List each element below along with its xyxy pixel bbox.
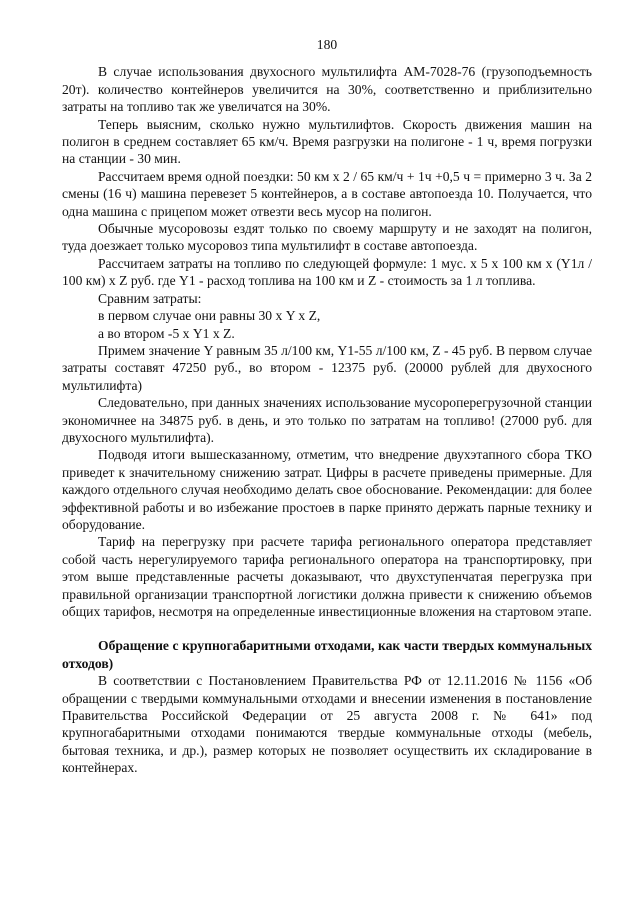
- paragraph-tariff: Тариф на перегрузку при расчете тарифа регионального оператора представляет собой часть нерегулируемого тарифа регионального оператора на транспортировку, при этом выше представленные расчеты доказывают, что двухступенчатая перегрузка при правильной организации транспортной логистики должна привести к снижению объемов общих тарифов, несмотря на определенные инвестиционные вложения на стартовом этапе.: [62, 534, 592, 619]
- compare-line-second: а во втором -5 х Y1 х Z.: [98, 325, 235, 341]
- paragraph-conclusion: Подводя итоги вышесказанному, отметим, что внедрение двухэтапного сбора ТКО приведет к значительному снижению затрат. Цифры в расчете приведены примерные. Для каждого отдельного случая необходимо делать свое обоснование. Рекомендации: для более эффективной работы и во избежание простоев в парке принято держать парные технику и оборудование.: [62, 447, 592, 532]
- page-number: 180: [316, 37, 338, 52]
- paragraph-garbage-trucks: Обычные мусоровозы ездят только по своему маршруту и не заходят на полигон, туда доезжает только мусоровоз типа мультилифт в составе автопоезда.: [62, 221, 592, 254]
- paragraph-fuel-formula: Рассчитаем затраты на топливо по следующей формуле: 1 мус. х 5 х 100 км х (Y1л / 100 км) х Z руб. где Y1 - расход топлива на 100 км и Z - стоимость за 1 л топлива.: [62, 255, 592, 289]
- paragraph-trip-time: Рассчитаем время одной поездки: 50 км х 2 / 65 км/ч + 1ч +0,5 ч = примерно 3 ч. За 2 смены (16 ч) машина перевезет 5 контейнеров, а в составе автопоезда 10. Получается, что одна машина с прицепом может отвезти весь мусор на полигон.: [62, 168, 592, 219]
- section-heading: Обращение с крупногабаритными отходами, как части твердых коммунальных отходов): [62, 638, 592, 671]
- paragraph-fuel-values: Примем значение Y равным 35 л/100 км, Y1-55 л/100 км, Z - 45 руб. В первом случае затраты составят 47250 руб., во втором - 12375 руб. (20000 рублей для двухосного мультилифта): [62, 342, 592, 393]
- paragraph-bulky-waste-definition: В соответствии с Постановлением Правительства РФ от 12.11.2016 № 1156 «Об обращении с твердыми коммунальными отходами и внесении изменения в постановление Правительства Российской Федерации от 25 августа 2008 г. № 641» под крупногабаритными отходами понимаются твердые коммунальные отходы (мебель, бытовая техника, и др.), размер которых не позволяет осуществить их складирование в контейнерах.: [62, 673, 592, 776]
- compare-line-intro: Сравним затраты:: [98, 290, 202, 306]
- paragraph-savings: Следовательно, при данных значениях использование мусороперегрузочной станции экономичнее на 34875 руб. в день, и это только по затратам на топливо! (27000 руб. для двухосного мультилифта).: [62, 395, 592, 445]
- paragraph-multilift-capacity: В случае использования двухосного мультилифта АМ-7028-76 (грузоподъемность 20т). количество контейнеров увеличится на 30%, соответственно и приблизительно затраты на топливо так же увеличатся на 30%.: [62, 64, 592, 115]
- compare-line-first: в первом случае они равны 30 х Y х Z,: [98, 308, 321, 324]
- section-spacer: [62, 620, 592, 637]
- paragraph-vehicle-speed: Теперь выясним, сколько нужно мультилифтов. Скорость движения машин на полигон в среднем составляет 65 км/ч. Время разгрузки на полигоне - 1 ч, время погрузки на станции - 30 мин.: [62, 116, 592, 167]
